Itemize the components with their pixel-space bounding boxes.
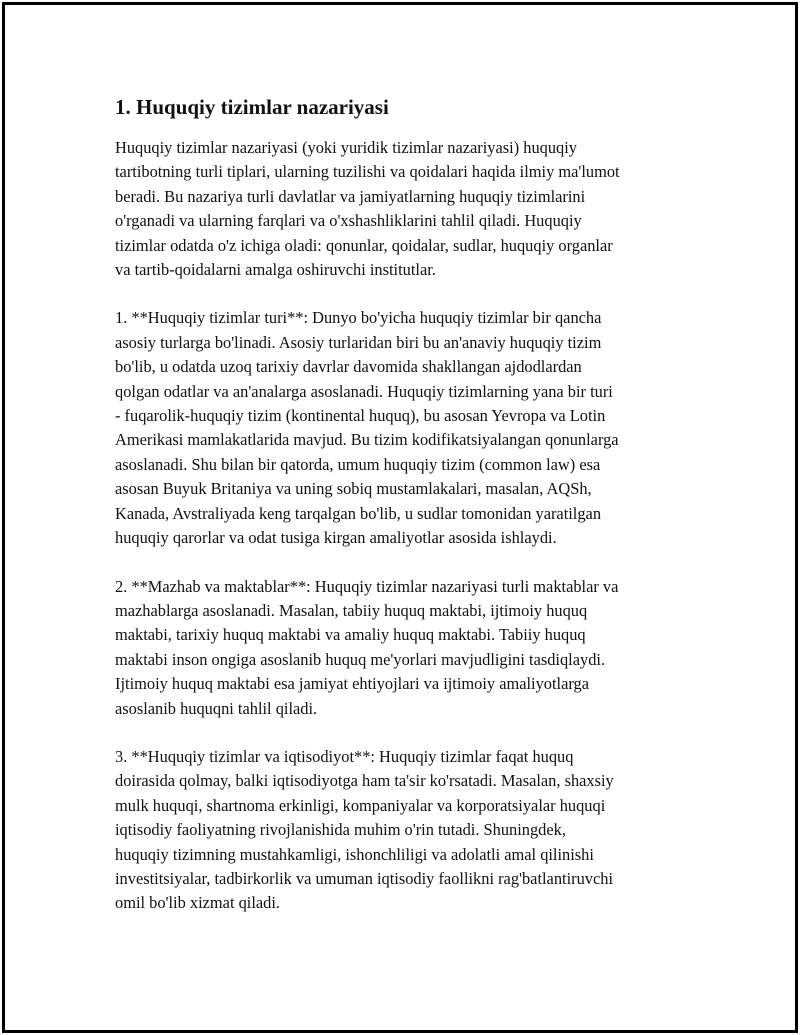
text-line: maktabi inson ongiga asoslanib huquq me'yorlari mavjudligini tasdiqlaydi. bbox=[115, 649, 606, 669]
text-line: mazhablarga asoslanadi. Masalan, tabiiy huquq maktabi, ijtimoiy huquq bbox=[115, 600, 588, 620]
text-line: - fuqarolik-huquqiy tizim (kontinental huquq), bu asosan Yevropa va Lotin bbox=[115, 406, 606, 426]
text-line: investitsiyalar, tadbirkorlik va umuman iqtisodiy faollikni rag'batlantiruvchi bbox=[115, 868, 614, 888]
text-line: asoslanib huquqni tahlil qiladi. bbox=[115, 698, 318, 718]
text-line: maktabi, tarixiy huquq maktabi va amaliy huquq maktabi. Tabiiy huquq bbox=[115, 625, 586, 645]
text-line: Amerikasi mamlakatlarida mavjud. Bu tizim kodifikatsiyalangan qonunlarga bbox=[115, 430, 619, 450]
paragraph-economy bbox=[115, 745, 690, 916]
text-line: Huquqiy tizimlar nazariyasi (yoki yuridik tizimlar nazariyasi) huquqiy bbox=[115, 138, 577, 157]
text-line: beradi. Bu nazariya turli davlatlar va jamiyatlarning huquqiy tizimlarini bbox=[115, 186, 586, 206]
text-line: doirasida qolmay, balki iqtisodiyotga ham ta'sir ko'rsatadi. Masalan, shaxsiy bbox=[115, 771, 614, 791]
text-line: Ijtimoiy huquq maktabi esa jamiyat ehtiyojlari va ijtimoiy amaliyotlarga bbox=[115, 674, 590, 694]
text-line: bo'lib, u odatda uzoq tarixiy davrlar davomida shakllangan ajdodlardan bbox=[115, 357, 582, 377]
text-line: mulk huquqi, shartnoma erkinligi, kompaniyalar va korporatsiyalar huquqi bbox=[115, 795, 606, 815]
text-line: qolgan odatlar va an'analarga asoslanadi. Huquqiy tizimlarning yana bir turi bbox=[115, 381, 613, 401]
text-line: 2. **Mazhab va maktablar**: Huquqiy tizimlar nazariyasi turli maktablar va bbox=[115, 576, 619, 596]
text-line: 3. **Huquqiy tizimlar va iqtisodiyot**: Huquqiy tizimlar faqat huquq bbox=[115, 746, 574, 766]
text-line: iqtisodiy faoliyatning rivojlanishida muhim o'rin tutadi. Shuningdek, bbox=[115, 820, 566, 840]
text-line: asosan Buyuk Britaniya va uning sobiq mustamlakalari, masalan, AQSh, bbox=[115, 479, 592, 499]
text-line: tartibotning turli tiplari, ularning tuzilishi va qoidalari haqida ilmiy ma'lumot bbox=[115, 162, 620, 182]
text-line: huquqiy qarorlar va odat tusiga kirgan amaliyotlar asosida ishlaydi. bbox=[115, 528, 557, 548]
text-line: 1. **Huquqiy tizimlar turi**: Dunyo bo'yicha huquqiy tizimlar bir qancha bbox=[115, 308, 602, 328]
section-heading: 1. Huquqiy tizimlar nazariyasi bbox=[115, 95, 389, 119]
text-line: asoslanadi. Shu bilan bir qatorda, umum huquqiy tizim (common law) esa bbox=[115, 454, 601, 474]
intro-paragraph bbox=[115, 136, 690, 282]
text-line: Kanada, Avstraliyada keng tarqalgan bo'lib, u sudlar tomonidan yaratilgan bbox=[115, 503, 602, 523]
paragraph-schools bbox=[115, 575, 690, 721]
text-line: asosiy turlarga bo'linadi. Asosiy turlaridan biri bu an'anaviy huquqiy tizim bbox=[115, 332, 602, 352]
document-body bbox=[115, 94, 690, 940]
text-line: va tartib-qoidalarni amalga oshiruvchi institutlar. bbox=[115, 260, 436, 280]
paragraph-system-types bbox=[115, 306, 690, 550]
text-line: omil bo'lib xizmat qiladi. bbox=[115, 893, 281, 913]
text-line: tizimlar odatda o'z ichiga oladi: qonunlar, qoidalar, sudlar, huquqiy organlar bbox=[115, 235, 613, 255]
text-line: o'rganadi va ularning farqlari va o'xshashliklarini tahlil qiladi. Huquqiy bbox=[115, 211, 582, 231]
text-line: huquqiy tizimning mustahkamligi, ishonchliligi va adolatli amal qilinishi bbox=[115, 844, 594, 864]
